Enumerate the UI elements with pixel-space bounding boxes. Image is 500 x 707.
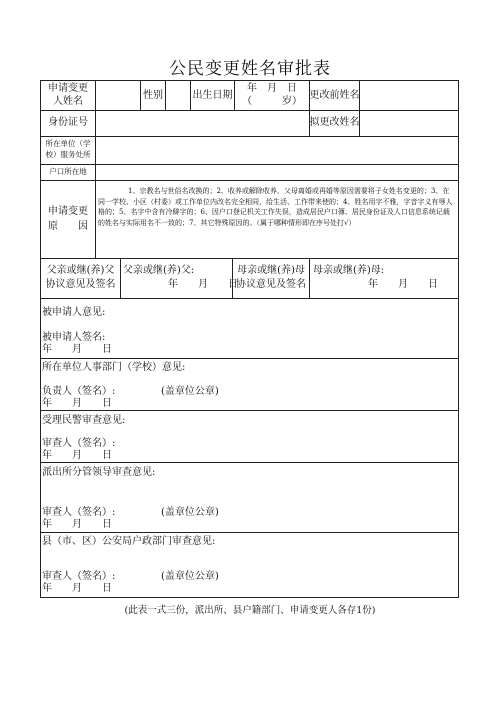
id-number-input[interactable] (100, 116, 305, 130)
new-name-input[interactable] (362, 116, 456, 130)
station-opinion-date: 年 月 日 (42, 519, 112, 530)
cell-reason-label (40, 180, 96, 259)
hukou-label: 户口所在地 (49, 167, 87, 176)
new-name-label: 拟更改姓名 (309, 117, 360, 128)
station-opinion-seal: (盖章位公章) (161, 507, 219, 518)
mother-label-1: 母亲或继(养)母 (237, 265, 305, 276)
bureau-opinion-sign: 审查人（签名）: (42, 571, 116, 582)
page-title: 公民变更姓名审批表 (169, 59, 331, 79)
bureau-opinion-date: 年 月 日 (42, 583, 112, 594)
applicant-name-label-2: 人姓名 (53, 96, 83, 107)
footer-note: (此表一式三份，派出所、县户籍部门、申请变更人各存1份) (124, 605, 376, 616)
mother-label-2: 协议意见及签名 (236, 279, 306, 290)
applicant-opinion-date: 年 月 日 (42, 344, 112, 355)
bureau-opinion-title: 县（市、区）公安局户政部门审查意见: (42, 536, 216, 547)
mother-sign: 母亲或继(养)母: (313, 265, 385, 276)
reason-label-1: 申请变更 (48, 206, 88, 217)
mother-date: 年 月 日 (368, 279, 438, 290)
gender-label: 性别 (143, 90, 163, 101)
reason-label-2: 原 因 (48, 221, 88, 232)
applicant-name-input[interactable] (98, 89, 138, 103)
birth-label: 出生日期 (192, 90, 233, 101)
applicant-name-label-1: 申请变更 (48, 83, 88, 94)
workplace-label-2: 校）服务处所 (45, 150, 91, 159)
dept-opinion-date: 年 月 日 (42, 398, 112, 409)
father-label-2: 协议意见及签名 (45, 279, 116, 290)
workplace-label-1: 所在单位（学 (45, 139, 91, 148)
police-opinion-title: 受理民警审查意见: (42, 415, 126, 426)
dept-opinion-sign: 负责人（签名）: (42, 386, 116, 397)
dept-opinion-title: 所在单位人事部门（学校）意见: (42, 362, 186, 373)
police-opinion-sign: 审查人（签名）: (42, 438, 116, 449)
reason-options-text: 1、宗教名与世俗名改换的；2、收养或解除收养、父母离婚或再婚等原因需要将子女姓名变更的；3、在同一学校、小区（村委）或工作单位内改名完全相同，给生活、工作带来使的；4、姓名用字不雅，字音字义有辱人格的；5、名字中含有冷僻字的；6、因户口登记机关工作失误，造成居民户口簿、居民身份证及人口信息系统记载的姓名与实际用名不一致的；7、其它特殊原因的。（属于哪种情形即在序号处打√） (98, 187, 453, 227)
father-sign: 父亲或继(养)父: (123, 265, 195, 276)
police-opinion-date: 年 月 日 (42, 450, 112, 461)
workplace-input[interactable] (100, 143, 454, 157)
applicant-opinion-title: 被申请人意见: (42, 307, 106, 318)
id-label: 身份证号 (48, 117, 88, 128)
applicant-opinion-sign: 被申请人签名: (42, 332, 106, 343)
bureau-opinion-seal: (盖章位公章) (161, 571, 219, 582)
gender-input[interactable] (168, 89, 188, 103)
station-opinion-sign: 审查人（签名）: (42, 507, 116, 518)
hukou-input[interactable] (100, 166, 454, 179)
birth-age-line: （ 岁） (242, 96, 302, 107)
father-label-1: 父亲或继(养)父 (46, 265, 115, 276)
former-name-label: 更改前姓名 (309, 90, 360, 101)
birth-date-line: 年 月 日 (247, 83, 297, 94)
dept-opinion-seal: (盖章位公章) (161, 386, 219, 397)
former-name-input[interactable] (362, 89, 456, 103)
father-date: 年 月 日 (168, 279, 238, 290)
station-opinion-title: 派出所分管领导审查意见: (42, 467, 156, 478)
